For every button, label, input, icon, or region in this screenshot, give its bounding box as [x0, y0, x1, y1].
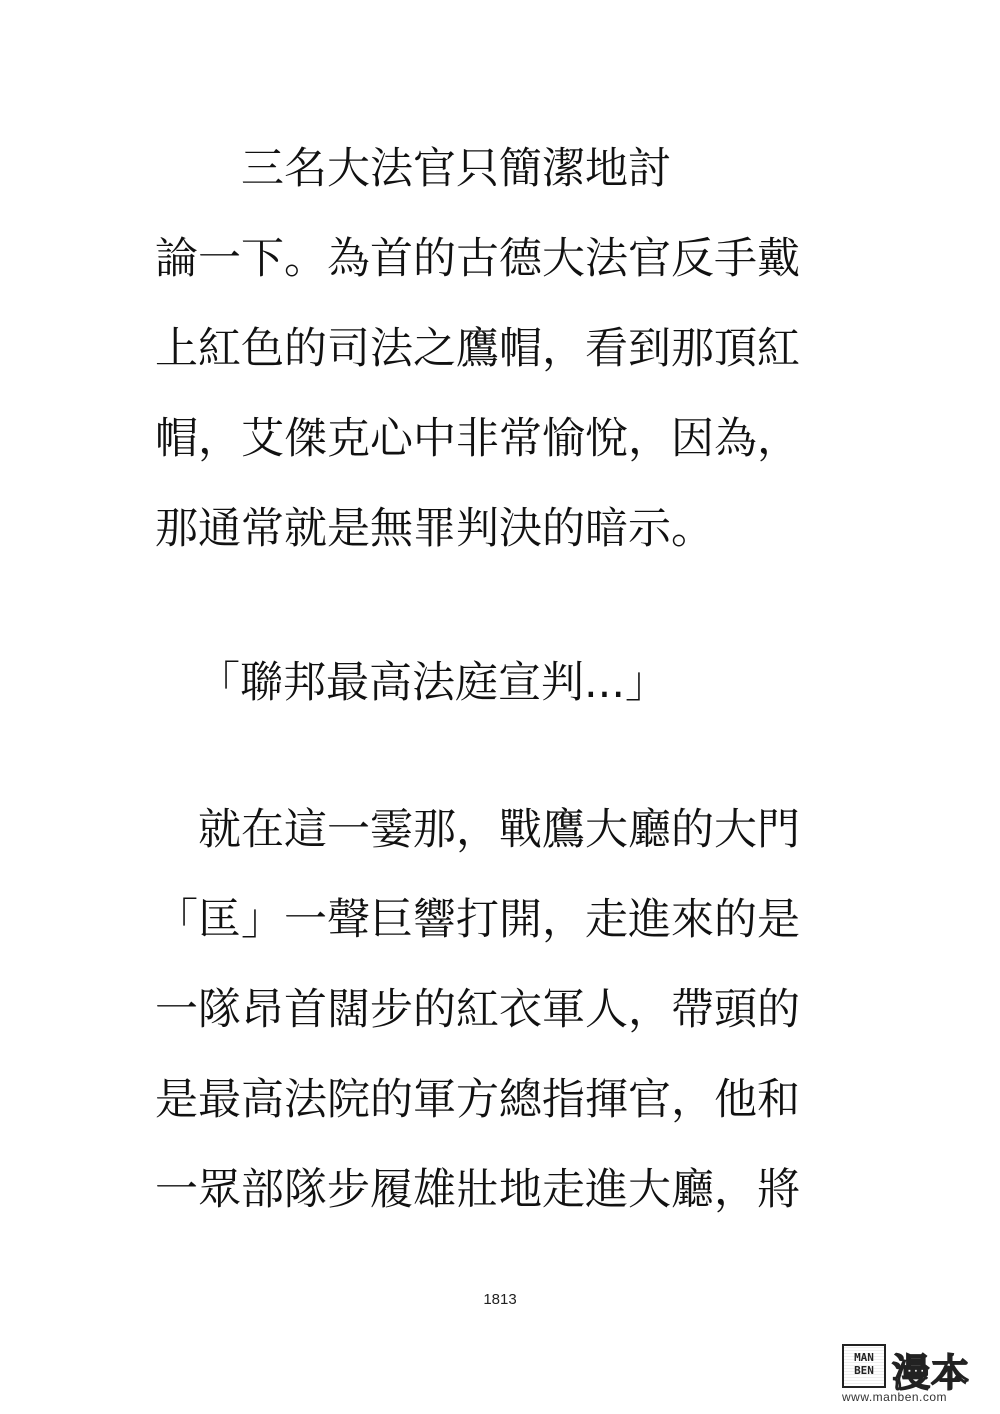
watermark-name: 漫本	[892, 1351, 971, 1395]
text-line: 帽，艾傑克心中非常愉悅，因為，	[155, 414, 800, 464]
text-line: 論一下。為首的古德大法官反手戴	[155, 234, 800, 284]
text-line: 「聯邦最高法庭宣判...」	[197, 658, 669, 708]
text-line: 三名大法官只簡潔地討	[155, 144, 671, 194]
watermark-seal: MAN BEN	[842, 1344, 886, 1388]
page-number: 1813	[483, 1291, 517, 1308]
text-line: 上紅色的司法之鷹帽，看到那頂紅	[155, 324, 800, 374]
text-line: 就在這一霎那，戰鷹大廳的大門	[155, 805, 800, 855]
watermark-logo	[842, 1344, 992, 1404]
text-line: 一隊昂首闊步的紅衣軍人，帶頭的	[155, 985, 800, 1035]
text-line: 是最高法院的軍方總指揮官，他和	[155, 1075, 800, 1125]
text-line: 「匡」一聲巨響打開，走進來的是	[155, 895, 800, 945]
watermark-url: www.manben.com	[842, 1390, 948, 1404]
text-line: 那通常就是無罪判決的暗示。	[155, 504, 714, 554]
text-line: 一眾部隊步履雄壯地走進大廳，將	[155, 1165, 800, 1215]
